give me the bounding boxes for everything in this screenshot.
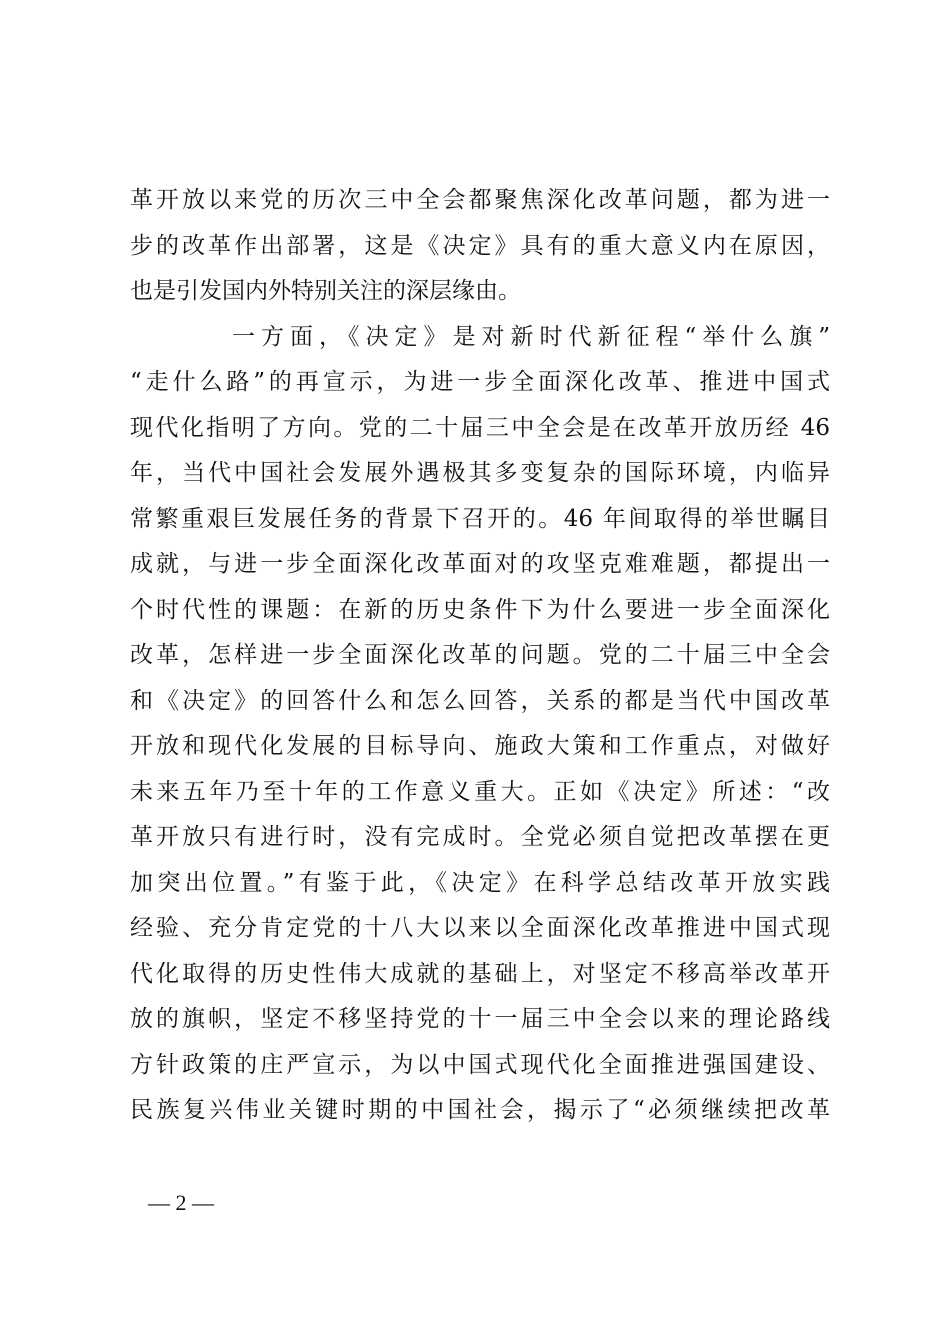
- text-line: 成就，与进一步全面深化改革面对的攻坚克难难题，都提出一: [130, 551, 830, 577]
- text-line: 未来五年乃至十年的工作意义重大。正如《决定》所述：“改: [130, 778, 830, 805]
- text-line: 常繁重艰巨发展任务的背景下召开的。46 年间取得的举世瞩目: [130, 505, 830, 532]
- text-line: 加突出位置。”有鉴于此，《决定》在科学总结改革开放实践: [130, 869, 830, 896]
- text-line: 革开放以来党的历次三中全会都聚焦深化改革问题，都为进一: [130, 187, 830, 213]
- text-line: 也是引发国内外特别关注的深层缘由。: [130, 278, 521, 304]
- text-line: 现代化指明了方向。党的二十届三中全会是在改革开放历经 46: [130, 414, 830, 441]
- paragraph-1: [130, 178, 830, 315]
- text-line: 开放和现代化发展的目标导向、施政大策和工作重点，对做好: [130, 733, 830, 759]
- text-line: 和《决定》的回答什么和怎么回答，关系的都是当代中国改革: [130, 687, 830, 714]
- body-text: [130, 178, 830, 1134]
- text-line: 年，当代中国社会发展外遇极其多变复杂的国际环境，内临异: [130, 460, 830, 486]
- text-line: 个时代性的课题：在新的历史条件下为什么要进一步全面深化: [130, 596, 830, 623]
- text-line: “走什么路”的再宣示，为进一步全面深化改革、推进中国式: [130, 369, 830, 395]
- text-line: 革开放只有进行时，没有完成时。全党必须自觉把改革摆在更: [130, 824, 830, 850]
- page-number: — 2 —: [148, 1190, 214, 1215]
- text-line: 方针政策的庄严宣示，为以中国式现代化全面推进强国建设、: [130, 1051, 830, 1078]
- text-line: 改革，怎样进一步全面深化改革的问题。党的二十届三中全会: [130, 642, 830, 668]
- text-line: 代化取得的历史性伟大成就的基础上，对坚定不移高举改革开: [130, 960, 830, 987]
- text-line: 经验、充分肯定党的十八大以来以全面深化改革推进中国式现: [130, 915, 830, 941]
- text-line: 民族复兴伟业关键时期的中国社会，揭示了“必须继续把改革: [130, 1097, 830, 1123]
- paragraph-2: [130, 315, 830, 1134]
- text-line: 步的改革作出部署，这是《决定》具有的重大意义内在原因，: [130, 232, 830, 259]
- text-line: 放的旗帜，坚定不移坚持党的十一届三中全会以来的理论路线: [130, 1006, 830, 1032]
- text-line: 一方面，《决定》是对新时代新征程“举什么旗”: [232, 323, 830, 350]
